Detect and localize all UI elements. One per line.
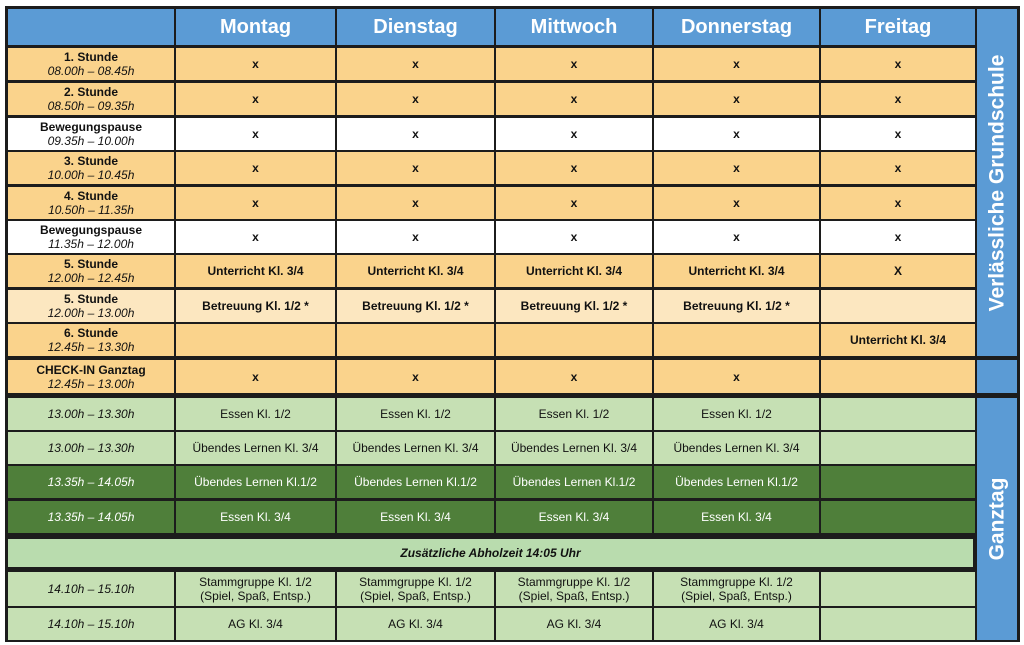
ganztag-cell [176,398,335,430]
schedule-cell-text: x [412,127,419,141]
schedule-cell-text: x [733,161,740,175]
row-title: 5. Stunde [63,292,118,306]
pickup-banner [8,539,973,567]
row-title: 6. Stunde [63,326,118,340]
row-title: Bewegungspause [39,223,143,237]
ganztag-cell [176,432,335,464]
row-title: 2. Stunde [63,85,118,99]
schedule-cell [337,118,494,150]
schedule-cell-text: x [412,92,419,106]
ganztag-cell-text: Übendes Lernen Kl.1/2 [675,475,798,489]
schedule-cell-text: x [733,92,740,106]
late-time: 14.10h – 15.10h [47,582,135,596]
checkin-cell [176,360,335,393]
header-day-label: Dienstag [373,16,458,38]
schedule-cell-text: Unterricht Kl. 3/4 [688,264,785,278]
header-day-label: Mittwoch [530,16,618,38]
schedule-cell-text: x [570,57,578,71]
schedule-cell-text: x [733,57,740,71]
ganztag-time: 13.35h – 14.05h [47,510,135,524]
row-time: 12.00h – 13.00h [47,306,135,320]
ganztag-cell-text: Übendes Lernen Kl. 3/4 [352,441,479,455]
schedule-cell [654,255,819,287]
schedule-cell-text: x [894,230,902,244]
checkin-cell [654,360,819,393]
late-cell-line: Stammgruppe Kl. 1/2 [680,575,793,589]
schedule-cell [654,290,819,322]
row-title: Bewegungspause [39,120,143,134]
side-label-grundschule [977,9,1017,356]
late-cell [654,608,819,640]
schedule-cell [176,255,335,287]
schedule-cell [176,221,335,253]
schedule-cell [821,48,975,80]
late-cell-line: (Spiel, Spaß, Entsp.) [518,589,630,603]
row-label-cell [8,324,174,356]
ganztag-cell [496,398,652,430]
ganztag-time-cell [8,398,174,430]
late-cell-line: AG Kl. 3/4 [546,617,602,631]
ganztag-cell-text: Übendes Lernen Kl. 3/4 [673,441,800,455]
schedule-cell-text: Unterricht Kl. 3/4 [207,264,304,278]
late-time-cell [8,608,174,640]
schedule-cell [496,83,652,115]
ganztag-cell-text: Übendes Lernen Kl. 3/4 [192,441,319,455]
ganztag-cell [821,466,975,498]
ganztag-cell [821,501,975,533]
header-day-label: Freitag [864,16,932,38]
ganztag-cell [176,501,335,533]
schedule-cell [337,187,494,219]
row-time: 09.35h – 10.00h [47,134,135,148]
ganztag-cell [337,466,494,498]
row-title: 5. Stunde [63,257,118,271]
schedule-cell [496,324,652,356]
ganztag-cell [654,501,819,533]
late-cell [821,572,975,606]
schedule-cell [176,152,335,184]
side-label-spacer [977,360,1017,393]
schedule-cell-text: x [894,196,902,210]
row-time: 10.50h – 11.35h [48,203,134,217]
ganztag-cell-text: Essen Kl. 1/2 [701,407,772,421]
schedule-cell-text: x [252,127,259,141]
schedule-cell-text: x [733,127,740,141]
ganztag-cell [654,432,819,464]
checkin-cell-text: x [733,369,740,384]
schedule-cell-text: x [570,92,578,106]
ganztag-cell-text: Essen Kl. 1/2 [538,407,610,421]
late-cell [821,608,975,640]
schedule-cell [337,290,494,322]
ganztag-time: 13.00h – 13.30h [47,407,135,421]
checkin-title: CHECK-IN Ganztag [36,362,146,377]
ganztag-cell [496,501,652,533]
schedule-cell-text: Betreuung Kl. 1/2 * [683,299,790,313]
ganztag-time-cell [8,501,174,533]
ganztag-cell [821,398,975,430]
header-day-3 [496,9,652,45]
ganztag-cell [337,501,494,533]
schedule-cell-text: x [570,161,578,175]
checkin-time: 12.45h – 13.00h [47,376,135,391]
schedule-cell [821,221,975,253]
row-title: 1. Stunde [63,50,118,64]
ganztag-time-cell [8,466,174,498]
schedule-cell [496,221,652,253]
schedule-cell-text: x [412,161,419,175]
late-cell [176,572,335,606]
ganztag-cell [337,398,494,430]
row-label-cell [8,48,174,80]
schedule-cell-text: Unterricht Kl. 3/4 [367,264,464,278]
header-day-4 [654,9,819,45]
checkin-cell [821,360,975,393]
schedule-cell [821,187,975,219]
schedule-cell [337,324,494,356]
ganztag-cell-text: Essen Kl. 3/4 [701,510,772,524]
schedule-cell [654,187,819,219]
schedule-cell [821,83,975,115]
ganztag-cell [337,432,494,464]
header-day-label: Donnerstag [680,16,793,38]
late-cell-line: (Spiel, Spaß, Entsp.) [200,589,311,603]
schedule-cell [496,290,652,322]
checkin-cell-text: x [252,369,259,384]
schedule-cell-text: x [570,230,578,244]
late-time: 14.10h – 15.10h [47,617,135,631]
schedule-cell-text: Betreuung Kl. 1/2 * [520,299,628,313]
checkin-cell [496,360,652,393]
side-label-grundschule-text: Verlässliche Grundschule [985,54,1008,311]
schedule-cell-text: X [893,264,902,278]
ganztag-time: 13.00h – 13.30h [47,441,135,455]
schedule-cell-text: x [252,230,259,244]
schedule-cell [654,152,819,184]
schedule-cell [176,118,335,150]
schedule-cell-text: x [252,161,259,175]
schedule-cell-text: x [733,196,740,210]
header-day-label: Montag [219,16,292,38]
schedule-cell-text: x [252,57,259,71]
ganztag-cell [654,466,819,498]
schedule-cell [654,324,819,356]
ganztag-cell-text: Übendes Lernen Kl.1/2 [354,475,477,489]
schedule-cell-text: x [252,196,259,210]
row-label-cell [8,118,174,150]
row-title: 4. Stunde [63,189,118,203]
checkin-cell-text: x [570,369,578,384]
late-cell-line: (Spiel, Spaß, Entsp.) [681,589,792,603]
checkin-cell [337,360,494,393]
schedule-cell [176,48,335,80]
ganztag-cell [654,398,819,430]
row-label-cell [8,187,174,219]
schedule-cell [496,255,652,287]
row-label-cell [8,221,174,253]
late-cell [176,608,335,640]
schedule-cell-text: Unterricht Kl. 3/4 [525,264,623,278]
schedule-cell [654,48,819,80]
schedule-cell [176,83,335,115]
row-time: 12.00h – 12.45h [47,271,135,285]
ganztag-cell [176,466,335,498]
schedule-cell-text: x [412,230,419,244]
late-cell [337,608,494,640]
late-cell-line: AG Kl. 3/4 [228,617,283,631]
late-cell-line: AG Kl. 3/4 [709,617,764,631]
header-day-1 [176,9,335,45]
schedule-cell [176,324,335,356]
row-time: 08.50h – 09.35h [47,99,135,113]
header-day-5 [821,9,975,45]
late-cell-line: Stammgruppe Kl. 1/2 [359,575,472,589]
side-label-ganztag-text: Ganztag [985,477,1008,561]
row-label-cell [8,83,174,115]
schedule-cell [496,152,652,184]
late-cell-line: Stammgruppe Kl. 1/2 [199,575,312,589]
checkin-label-cell [8,360,174,393]
ganztag-cell [496,432,652,464]
schedule-cell [337,152,494,184]
schedule-cell-text: x [570,127,578,141]
schedule-cell [176,187,335,219]
ganztag-cell-text: Übendes Lernen Kl.1/2 [194,475,317,489]
schedule-cell-text: x [894,57,902,71]
schedule-cell-text: Unterricht Kl. 3/4 [849,333,947,347]
schedule-cell [337,255,494,287]
schedule-cell-text: Betreuung Kl. 1/2 * [362,299,469,313]
late-cell [654,572,819,606]
schedule-cell [821,152,975,184]
ganztag-cell-text: Essen Kl. 3/4 [220,510,291,524]
ganztag-cell-text: Essen Kl. 1/2 [220,407,291,421]
schedule-cell [654,83,819,115]
header-corner-cell [8,9,174,45]
row-label-cell [8,290,174,322]
late-cell-line: AG Kl. 3/4 [388,617,443,631]
schedule-cell-text: x [252,92,259,106]
ganztag-time-cell [8,432,174,464]
schedule-cell-text: x [894,92,902,106]
schedule-cell [821,255,975,287]
row-title: 3. Stunde [63,154,118,168]
ganztag-cell-text: Übendes Lernen Kl. 3/4 [510,441,638,455]
schedule-cell [337,83,494,115]
schedule-cell [496,48,652,80]
late-time-cell [8,572,174,606]
schedule-cell-text: x [412,196,419,210]
late-cell [337,572,494,606]
ganztag-cell [821,432,975,464]
schedule-cell [496,118,652,150]
pickup-banner-text: Zusätzliche Abholzeit 14:05 Uhr [400,546,581,560]
late-cell [496,572,652,606]
row-label-cell [8,152,174,184]
schedule-cell-text: x [570,196,578,210]
ganztag-cell [496,466,652,498]
header-day-2 [337,9,494,45]
row-time: 08.00h – 08.45h [47,64,135,78]
row-time: 10.00h – 10.45h [47,168,135,182]
row-label-cell [8,255,174,287]
schedule-cell [654,221,819,253]
schedule-cell-text: Betreuung Kl. 1/2 * [202,299,309,313]
schedule-cell-text: x [733,230,740,244]
late-cell-line: (Spiel, Spaß, Entsp.) [360,589,471,603]
schedule-cell-text: x [894,127,902,141]
row-time: 11.35h – 12.00h [48,237,134,251]
late-cell-line: Stammgruppe Kl. 1/2 [517,575,631,589]
ganztag-cell-text: Essen Kl. 3/4 [538,510,610,524]
schedule-cell [176,290,335,322]
schedule-cell [337,48,494,80]
schedule-cell-text: x [412,57,419,71]
schedule-cell [337,221,494,253]
schedule-cell-text: x [894,161,902,175]
late-cell [496,608,652,640]
checkin-cell-text: x [412,369,419,384]
ganztag-cell-text: Essen Kl. 1/2 [380,407,451,421]
ganztag-cell-text: Essen Kl. 3/4 [380,510,451,524]
side-label-ganztag [977,398,1017,640]
schedule-cell [821,324,975,356]
schedule-cell [821,118,975,150]
ganztag-time: 13.35h – 14.05h [47,475,135,489]
row-time: 12.45h – 13.30h [47,340,135,354]
schedule-cell [496,187,652,219]
ganztag-cell-text: Übendes Lernen Kl.1/2 [512,475,636,489]
schedule-cell [821,290,975,322]
schedule-cell [654,118,819,150]
